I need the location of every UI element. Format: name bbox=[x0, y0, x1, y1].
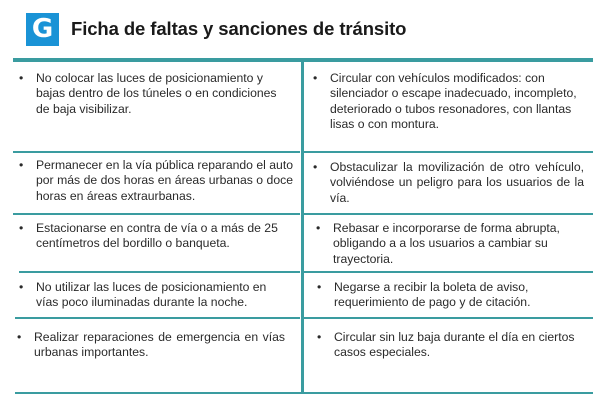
column-divider bbox=[301, 60, 304, 393]
table-bottom-border bbox=[15, 392, 593, 394]
bullet-icon: • bbox=[17, 330, 22, 344]
table-cell-left: • Permanecer en la vía pública reparando el auto por más de dos horas en áreas urbanas o doce horas en áreas extraurbanas. bbox=[19, 158, 293, 203]
page-header bbox=[26, 12, 406, 46]
bullet-icon: • bbox=[317, 330, 322, 344]
bullet-icon: • bbox=[19, 71, 24, 85]
bullet-icon: • bbox=[313, 160, 318, 174]
table-cell-right: • Obstaculizar la movilización de otro vehículo, volviéndose un peligro para los usuarios de la vía. bbox=[313, 160, 584, 205]
row-divider bbox=[304, 151, 593, 153]
bullet-icon: • bbox=[19, 158, 24, 172]
table-cell-left: • Realizar reparaciones de emergencia en vías urbanas importantes. bbox=[17, 330, 285, 360]
page-title: Ficha de faltas y sanciones de tránsito bbox=[71, 18, 407, 39]
row-divider bbox=[19, 271, 300, 273]
bullet-icon: • bbox=[316, 221, 321, 235]
table-cell-right: • Circular con vehículos modificados: con silenciador o escape inadecuado, incompleto, deteriorado o tubos resonadores, con llantas lisas o con montura. bbox=[313, 71, 577, 132]
bullet-icon: • bbox=[19, 221, 24, 235]
table-cell-right: • Circular sin luz baja durante el día en ciertos casos especiales. bbox=[317, 330, 575, 360]
table-cell-left: • Estacionarse en contra de vía o a más de 25 centímetros del bordillo o banqueta. bbox=[19, 221, 278, 251]
row-divider bbox=[304, 213, 593, 215]
table-cell-left: • No colocar las luces de posicionamiento y bajas dentro de los túneles o en condiciones de baja visibilizar. bbox=[19, 71, 277, 116]
row-divider bbox=[304, 317, 593, 319]
table-cell-left: • No utilizar las luces de posicionamiento en vías poco iluminadas durante la noche. bbox=[19, 280, 267, 310]
bullet-icon: • bbox=[313, 71, 318, 85]
g-logo-icon: G bbox=[26, 13, 59, 46]
bullet-icon: • bbox=[19, 280, 24, 294]
bullet-icon: • bbox=[317, 280, 322, 294]
row-divider bbox=[13, 151, 300, 153]
row-divider bbox=[13, 213, 300, 215]
table-cell-right: • Rebasar e incorporarse de forma abrupta, obligando a a los usuarios a cambiar su trayectoria. bbox=[316, 221, 560, 266]
table-cell-right: • Negarse a recibir la boleta de aviso, requerimiento de pago y de citación. bbox=[317, 280, 531, 310]
row-divider bbox=[15, 317, 300, 319]
row-divider bbox=[304, 271, 593, 273]
